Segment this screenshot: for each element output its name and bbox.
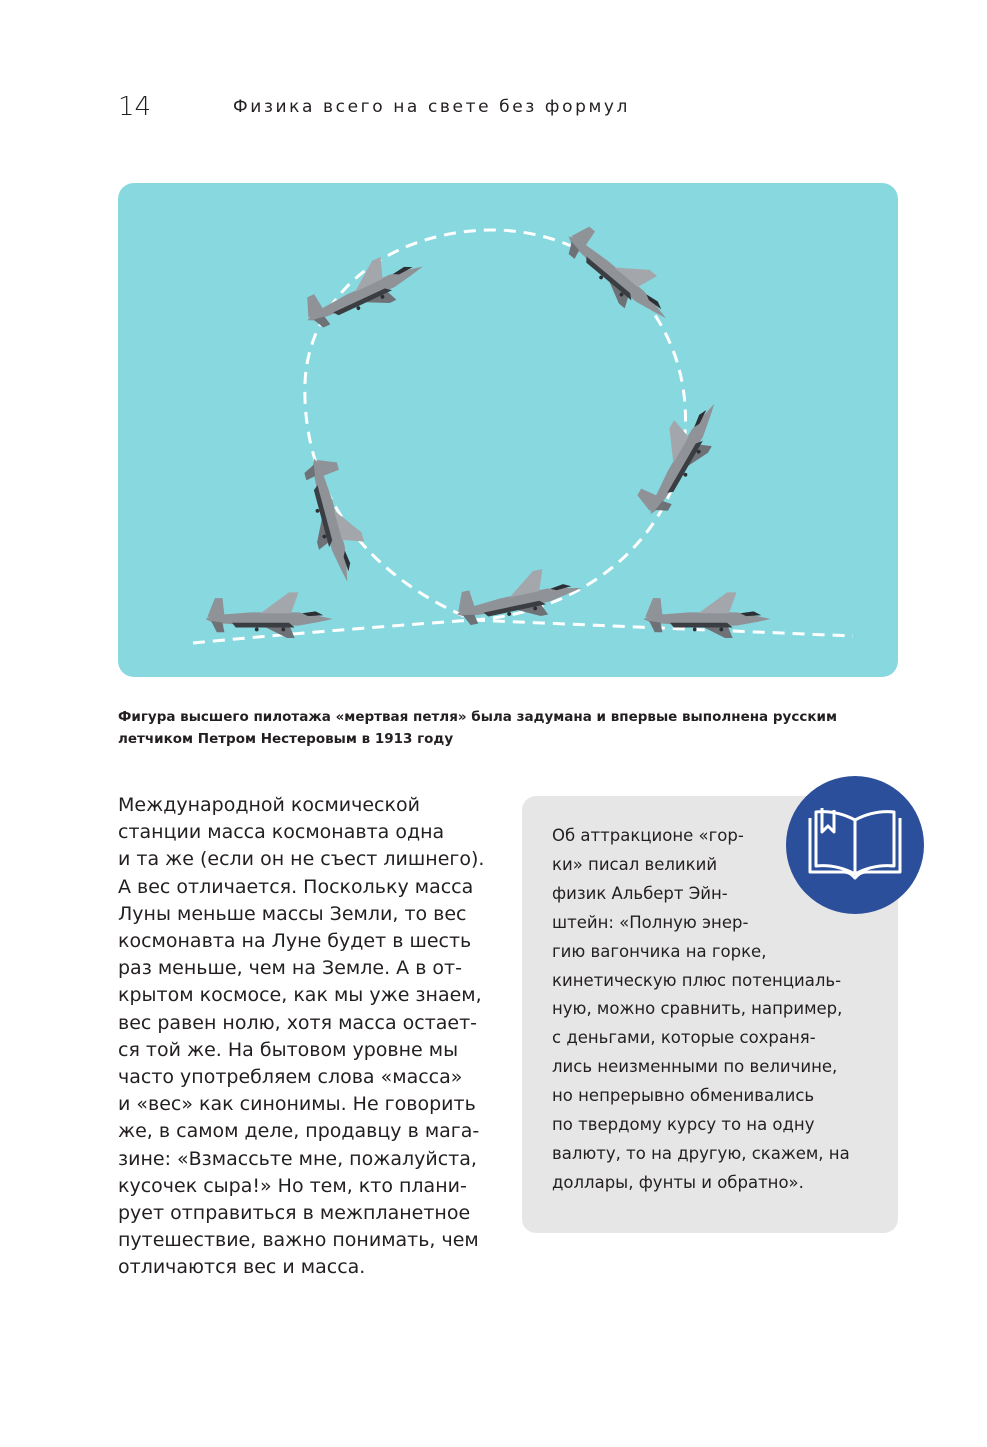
text-line: станции масса космонавта одна <box>118 821 445 844</box>
quote-line: штейн: «Полную энер- <box>552 912 749 932</box>
quote-line: физик Альберт Эйн- <box>552 883 728 903</box>
quote-line: доллары, фунты и обратно». <box>552 1172 804 1192</box>
quote-line: ную, можно сравнить, например, <box>552 999 843 1019</box>
text-line: вес равен нолю, хотя масса остает- <box>118 1011 478 1034</box>
text-line: А вес отличается. Поскольку масса <box>118 875 474 898</box>
text-line: путешествие, важно понимать, чем <box>118 1229 479 1252</box>
text-line: и «вес» как синонимы. Не говорить <box>118 1093 476 1116</box>
jet-ground-right <box>643 592 770 638</box>
jet-left-climb <box>296 452 373 587</box>
quote-line: Об аттракционе «гор- <box>552 826 744 845</box>
text-line: космонавта на Луне будет в шесть <box>118 930 472 953</box>
text-line: же, в самом деле, продавцу в мага- <box>118 1120 480 1143</box>
text-line: кусочек сыра!» Но тем, кто плани- <box>118 1174 467 1197</box>
text-line: ся той же. На бытовом уровне мы <box>118 1038 459 1061</box>
dead-loop-illustration <box>118 183 898 677</box>
text-line: отличаются вес и масса. <box>118 1256 366 1279</box>
text-line: рует отправиться в межпланетное <box>118 1202 471 1225</box>
open-book-icon <box>786 776 924 914</box>
book-badge <box>786 776 924 914</box>
quote-line: кинетическую плюс потенциаль- <box>552 970 842 990</box>
text-line: часто употребляем слова «масса» <box>118 1066 463 1089</box>
figure-caption <box>118 706 898 750</box>
quote-line: валюту, то на другую, скажем, на <box>552 1143 850 1163</box>
text-line: Луны меньше массы Земли, то вес <box>118 902 467 925</box>
jet-top-left <box>296 242 431 337</box>
jet-right-descent <box>628 390 731 523</box>
jet-top-right <box>556 216 683 333</box>
quote-line: по твердому курсу то на одну <box>552 1115 815 1135</box>
text-line: зине: «Взмассьте мне, пожалуйста, <box>118 1147 477 1170</box>
main-text <box>118 792 490 1282</box>
quote-line: ки» писал великий <box>552 854 718 874</box>
loop-diagram <box>118 183 898 677</box>
page-number: 14 <box>118 92 152 122</box>
quote-line: с деньгами, которые сохраня- <box>552 1028 816 1048</box>
text-line: и та же (если он не съест лишнего). <box>118 848 485 871</box>
text-line: раз меньше, чем на Земле. А в от- <box>118 957 462 980</box>
quote-line: гию вагончика на горке, <box>552 941 767 961</box>
text-line: Международной космической <box>118 794 420 816</box>
text-line: крытом космосе, как мы уже знаем, <box>118 984 482 1007</box>
running-title: Физика всего на свете без формул <box>233 97 631 117</box>
quote-line: лись неизменными по величине, <box>552 1057 838 1077</box>
caption-line: Фигура высшего пилотажа «мертвая петля» была задумана и впервые выполнена русским <box>118 709 837 725</box>
caption-line: летчиком Петром Нестеровым в 1913 году <box>118 731 454 747</box>
quote-line: но непрерывно обменивались <box>552 1086 815 1106</box>
